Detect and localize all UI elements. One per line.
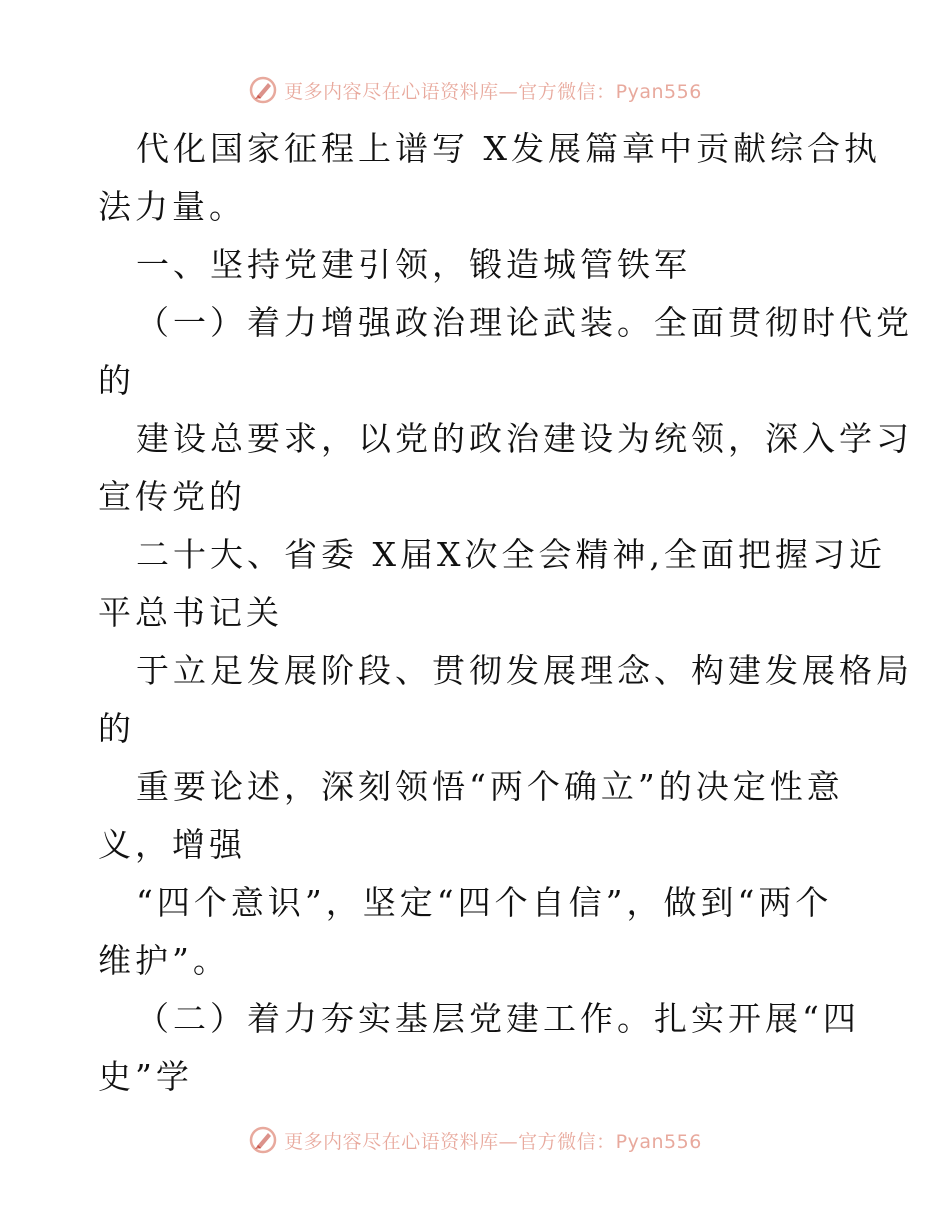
text-line: 史”学 <box>98 1057 193 1096</box>
watermark-text: 更多内容尽在心语资料库—官方微信：Pyan556 <box>284 1130 702 1153</box>
text-line: 重要论述，深刻领悟“两个确立”的决定性意 <box>136 767 844 806</box>
text-line: 于立足发展阶段、贯彻发展理念、构建发展格局 <box>136 651 913 690</box>
text-line: 宣传党的 <box>98 477 246 516</box>
text-line: 的 <box>98 709 135 748</box>
text-line: 平总书记关 <box>98 593 283 632</box>
pen-logo-icon <box>248 1125 278 1155</box>
watermark-text: 更多内容尽在心语资料库—官方微信：Pyan556 <box>284 80 702 103</box>
text-line: 的 <box>98 361 135 400</box>
footer-watermark <box>0 1120 950 1160</box>
text-line: 维护”。 <box>98 941 230 980</box>
subsection-heading: （二）着力夯实基层党建工作。扎实开展“四 <box>136 999 860 1038</box>
text-line: 法力量。 <box>98 187 246 226</box>
text-line: 二十大、省委 X届X次全会精神,全面把握习近 <box>136 535 886 574</box>
text-line: 代化国家征程上谱写 X发展篇章中贡献综合执 <box>136 129 881 168</box>
text-line: 义，增强 <box>98 825 246 864</box>
text-line: “四个意识”，坚定“四个自信”，做到“两个 <box>136 883 833 922</box>
subsection-heading: （一）着力增强政治理论武装。全面贯彻时代党 <box>136 303 913 342</box>
text-line: 建设总要求，以党的政治建设为统领，深入学习 <box>136 419 913 458</box>
section-heading: 一、坚持党建引领，锻造城管铁军 <box>136 245 691 284</box>
header-watermark <box>0 70 950 110</box>
document-body <box>98 120 913 1106</box>
pen-logo-icon <box>248 75 278 105</box>
